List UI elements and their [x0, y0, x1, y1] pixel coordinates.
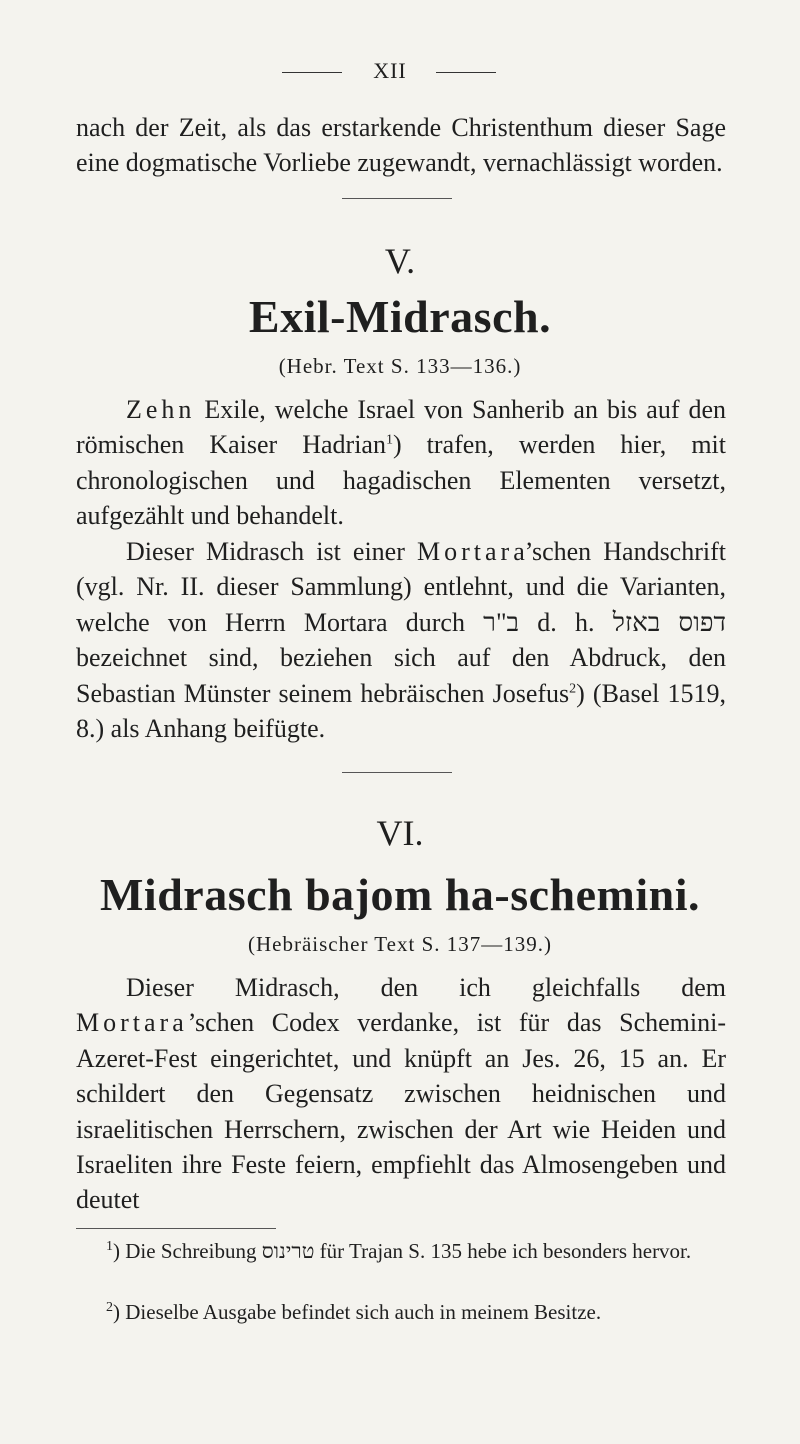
section-divider	[342, 198, 452, 199]
section-v-numeral: V.	[384, 241, 416, 281]
footnote-1-mark: 1	[106, 1239, 113, 1254]
page-header	[0, 58, 800, 88]
section-divider-2	[342, 772, 452, 773]
section-v-title: Exil-Midrasch.	[248, 291, 552, 342]
section-vi-numeral: VI.	[376, 813, 424, 853]
emphasis-mortar: Mortar	[416, 537, 514, 566]
header-rule-right	[436, 72, 496, 73]
section-vi-title: Midrasch bajom ha-schemini.	[100, 869, 700, 920]
footnote-ref-2: 2	[569, 680, 577, 696]
footnote-1: $^1$) Die Schreibung טרינוס für Trajan S. 135 hebe ich besonders hervor.	[106, 1239, 692, 1263]
footnote-2: $^2$) Dieselbe Ausgabe befindet sich auch in meinem Besitze.	[106, 1300, 602, 1324]
emphasis-mortara: Mortara	[76, 1008, 188, 1038]
section-vi-subtitle: (Hebräischer Text S. 137—139.)	[248, 932, 552, 956]
intro-paragraph: nach der Zeit, als das erstarkende Christenthum dieser Sage eine dogmatische Vorliebe zugewandt, vernachlässigt worden.	[76, 113, 726, 178]
page-number: XII	[373, 58, 407, 83]
footnote-separator	[76, 1228, 276, 1229]
header-rule-left	[282, 72, 342, 73]
section-v-paragraph-1: Zehn Exile, welche Israel von Sanherib an bis auf den römischen Kaiser Hadrian$^1$) trafen, werden hier, mit chronologischen und hagadischen Elementen versetzt, aufgezählt und behandelt.	[76, 395, 726, 531]
section-v-paragraph-2: Dieser Midrasch ist einer Mortara’schen Handschrift (vgl. Nr. II. dieser Sammlung) entlehnt, und die Varianten, welche von Herrn Mortara durch ב"ר d. h. דפוס באזל bezeichnet sind, beziehen sich auf den Abdruck, den Sebastian Münster seinem hebräischen Josefus$^2$) (Basel 1519, 8.) als Anhang beifügte.	[76, 537, 726, 744]
footnote-2-mark: 2	[106, 1300, 113, 1315]
footnote-ref-1: 1	[385, 432, 393, 448]
emphasis-zehn: Zehn	[126, 395, 196, 424]
section-vi-paragraph-1: Dieser Midrasch, den ich gleichfalls dem Mortara’schen Codex verdanke, ist für das Schemini-Azeret-Fest eingerichtet, und knüpft an Jes. 26, 15 an. Er schildert den Gegensatz zwischen heidnischen und israelitischen Herrschern, zwischen der Art wie Heiden und Israeliten ihre Feste feiern, empfiehlt das Almosengeben und deutet	[76, 973, 726, 1215]
section-v-subtitle: (Hebr. Text S. 133—136.)	[278, 354, 522, 378]
